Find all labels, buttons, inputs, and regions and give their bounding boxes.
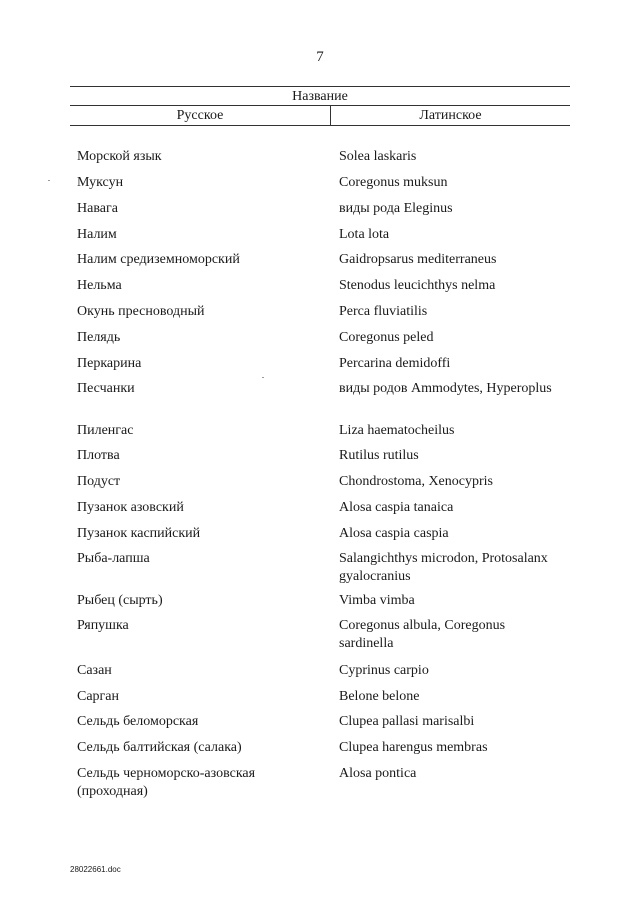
latin-name: Cyprinus carpio <box>339 663 429 678</box>
scan-speck <box>262 377 264 378</box>
russian-name: Окунь пресноводный <box>77 304 205 319</box>
footer-filename: 28022661.doc <box>70 865 121 874</box>
latin-name: Rutilus rutilus <box>339 448 419 463</box>
latin-name: Chondrostoma, Xenocypris <box>339 474 493 489</box>
latin-name: Clupea pallasi marisalbi <box>339 714 475 729</box>
latin-name: Liza haematocheilus <box>339 423 455 438</box>
russian-name: Налим <box>77 227 117 242</box>
latin-name: Percarina demidoffi <box>339 356 451 371</box>
latin-name: Coregonus albula, Coregonus sardinella <box>339 618 506 651</box>
latin-name: Alosa pontica <box>339 766 417 781</box>
column-header-russian: Русское <box>176 108 224 123</box>
russian-name: Налим средиземноморский <box>77 252 240 267</box>
russian-name: Ряпушка <box>77 618 129 633</box>
table-top-rule <box>70 86 570 87</box>
latin-name: Belone belone <box>339 689 420 704</box>
russian-name: Подуст <box>77 474 121 489</box>
latin-name: виды рода Eleginus <box>339 201 453 216</box>
russian-name: Пиленгас <box>77 423 134 438</box>
russian-name: Морской язык <box>77 149 162 164</box>
russian-name: Сазан <box>77 663 112 678</box>
table-header-title: Название <box>292 89 348 104</box>
latin-name: Coregonus muksun <box>339 175 448 190</box>
latin-name: Solea laskaris <box>339 149 417 164</box>
scan-speck <box>48 180 50 181</box>
latin-name: Alosa caspia tanaica <box>339 500 454 515</box>
russian-name: Сарган <box>77 689 119 704</box>
russian-name: Муксун <box>77 175 124 190</box>
page-number: 7 <box>316 49 324 65</box>
russian-name: Пузанок азовский <box>77 500 184 515</box>
latin-name: Gaidropsarus mediterraneus <box>339 252 497 267</box>
russian-name: Рыбец (сырть) <box>77 593 163 608</box>
russian-name: Перкарина <box>77 356 142 371</box>
russian-name: Навага <box>77 201 118 216</box>
russian-name: Пелядь <box>77 330 121 345</box>
latin-name: Vimba vimba <box>339 593 415 608</box>
latin-name: Clupea harengus membras <box>339 740 488 755</box>
latin-name: Lota lota <box>339 227 390 242</box>
column-header-latin: Латинское <box>419 108 482 123</box>
russian-name: Сельдь черноморско-азовская (проходная) <box>77 766 256 799</box>
latin-name: Perca fluviatilis <box>339 304 428 319</box>
russian-name: Песчанки <box>77 381 135 396</box>
latin-name: виды родов Ammodytes, Hyperoplus <box>339 381 552 396</box>
table-header-mid-rule <box>70 105 570 106</box>
latin-name: Stenodus leucichthys nelma <box>339 278 496 293</box>
latin-name: Coregonus peled <box>339 330 434 345</box>
table-header-bottom-rule <box>70 125 570 126</box>
russian-name: Пузанок каспийский <box>77 526 201 541</box>
russian-name: Рыба-лапша <box>77 551 150 566</box>
russian-name: Сельдь беломорская <box>77 714 199 729</box>
russian-name: Плотва <box>77 448 120 463</box>
latin-name: Salangichthys microdon, Protosalanx gyalocranius <box>339 551 548 584</box>
latin-name: Alosa caspia caspia <box>339 526 449 541</box>
russian-name: Нельма <box>77 278 122 293</box>
russian-name: Сельдь балтийская (салака) <box>77 740 242 755</box>
